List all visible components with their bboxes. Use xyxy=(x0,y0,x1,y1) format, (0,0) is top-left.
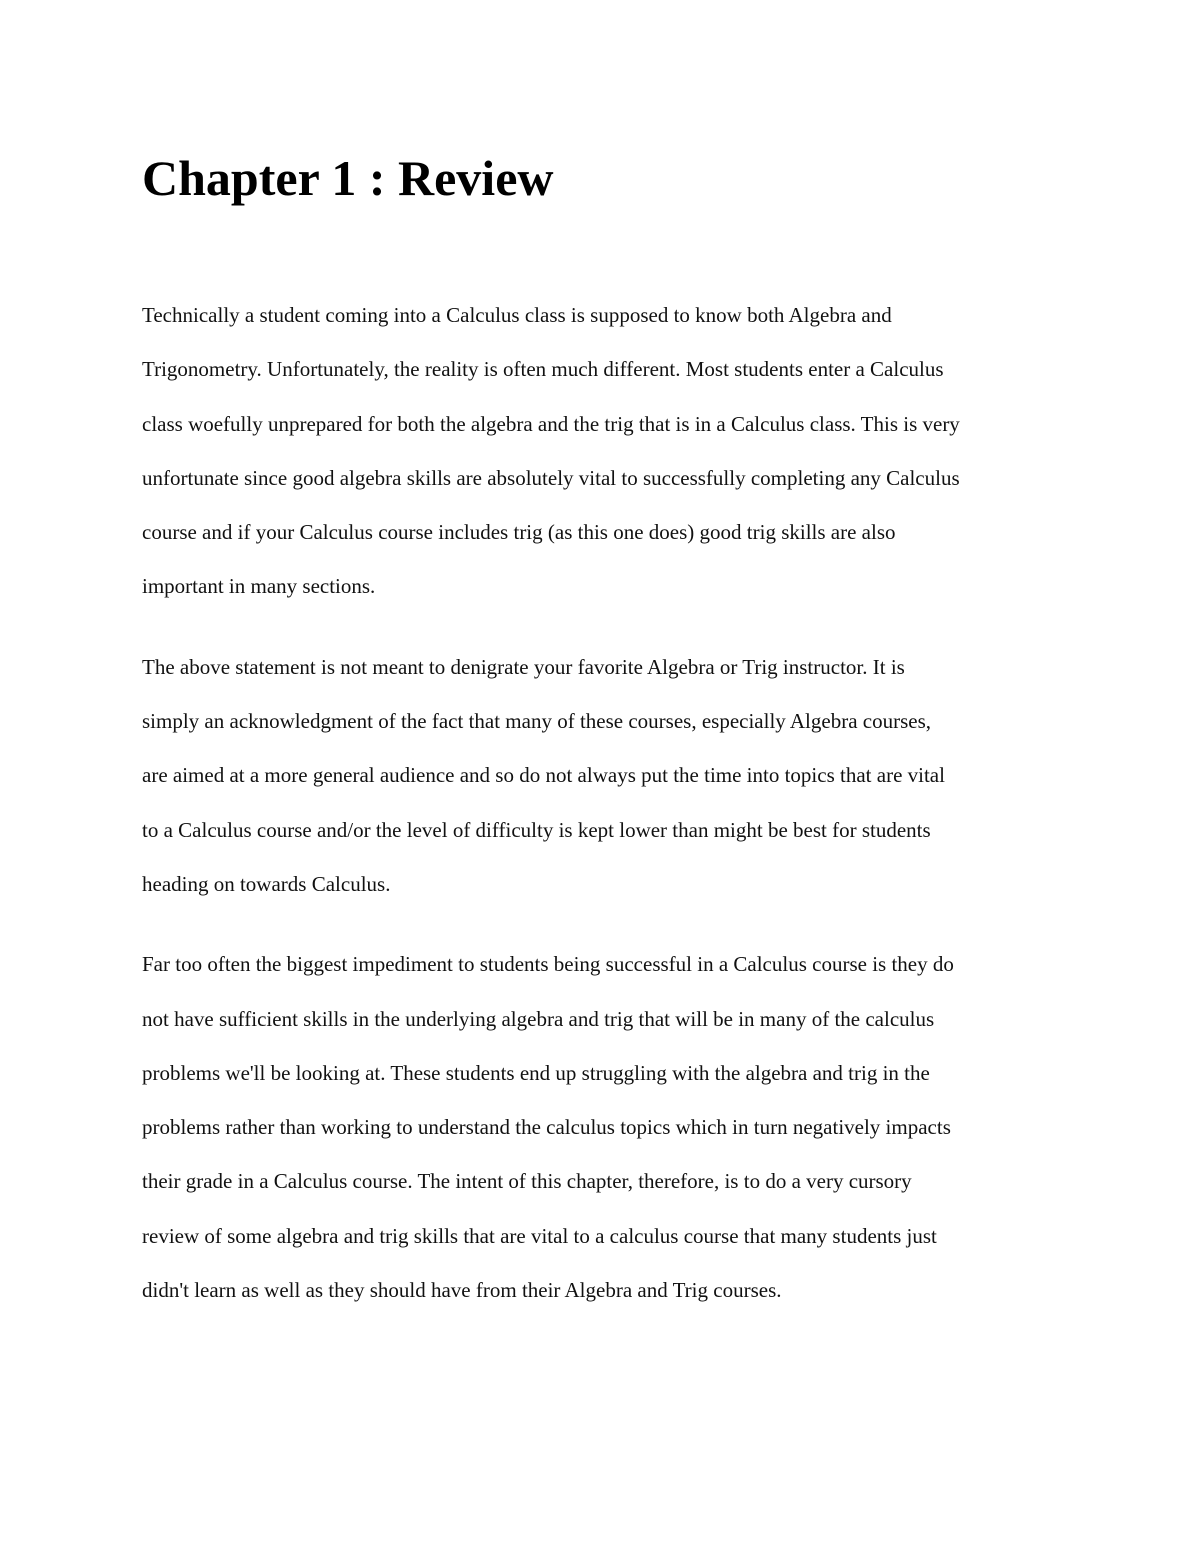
paragraph-line: are aimed at a more general audience and so do not always put the time into topics that are vital xyxy=(142,763,945,788)
paragraph-3 xyxy=(142,937,1062,1317)
paragraph-line: Far too often the biggest impediment to students being successful in a Calculus course is they do xyxy=(142,952,954,977)
paragraph-line: class woefully unprepared for both the algebra and the trig that is in a Calculus class. This is very xyxy=(142,411,960,436)
paragraph-line: problems rather than working to understand the calculus topics which in turn negatively impacts xyxy=(142,1115,951,1140)
paragraph-line: Technically a student coming into a Calculus class is supposed to know both Algebra and xyxy=(142,303,892,327)
paragraph-line: their grade in a Calculus course. The intent of this chapter, therefore, is to do a very cursory xyxy=(142,1169,912,1194)
paragraph-line: Trigonometry. Unfortunately, the reality is often much different. Most students enter a Calculus xyxy=(142,357,944,382)
paragraph-line: course and if your Calculus course includes trig (as this one does) good trig skills are also xyxy=(142,520,896,545)
paragraph-line: review of some algebra and trig skills that are vital to a calculus course that many students just xyxy=(142,1223,937,1248)
paragraph-line: simply an acknowledgment of the fact that many of these courses, especially Algebra courses, xyxy=(142,709,931,734)
paragraph-line: not have sufficient skills in the underlying algebra and trig that will be in many of the calculus xyxy=(142,1006,935,1031)
body-text xyxy=(142,288,1062,1317)
page-content xyxy=(142,140,1062,1343)
paragraph-line: to a Calculus course and/or the level of difficulty is kept lower than might be best for students xyxy=(142,817,931,842)
paragraph-line: unfortunate since good algebra skills are absolutely vital to successfully completing any Calculus xyxy=(142,465,960,490)
paragraph-line: heading on towards Calculus. xyxy=(142,871,391,896)
chapter-title: Chapter 1 : Review xyxy=(142,150,554,206)
paragraph-line: didn't learn as well as they should have from their Algebra and Trig courses. xyxy=(142,1278,782,1303)
paragraph-line: The above statement is not meant to denigrate your favorite Algebra or Trig instructor. It is xyxy=(142,654,905,679)
paragraph-line: problems we'll be looking at. These students end up struggling with the algebra and trig in the xyxy=(142,1060,930,1085)
paragraph-1 xyxy=(142,288,1062,614)
paragraph-2 xyxy=(142,640,1062,911)
paragraph-line: important in many sections. xyxy=(142,574,376,599)
